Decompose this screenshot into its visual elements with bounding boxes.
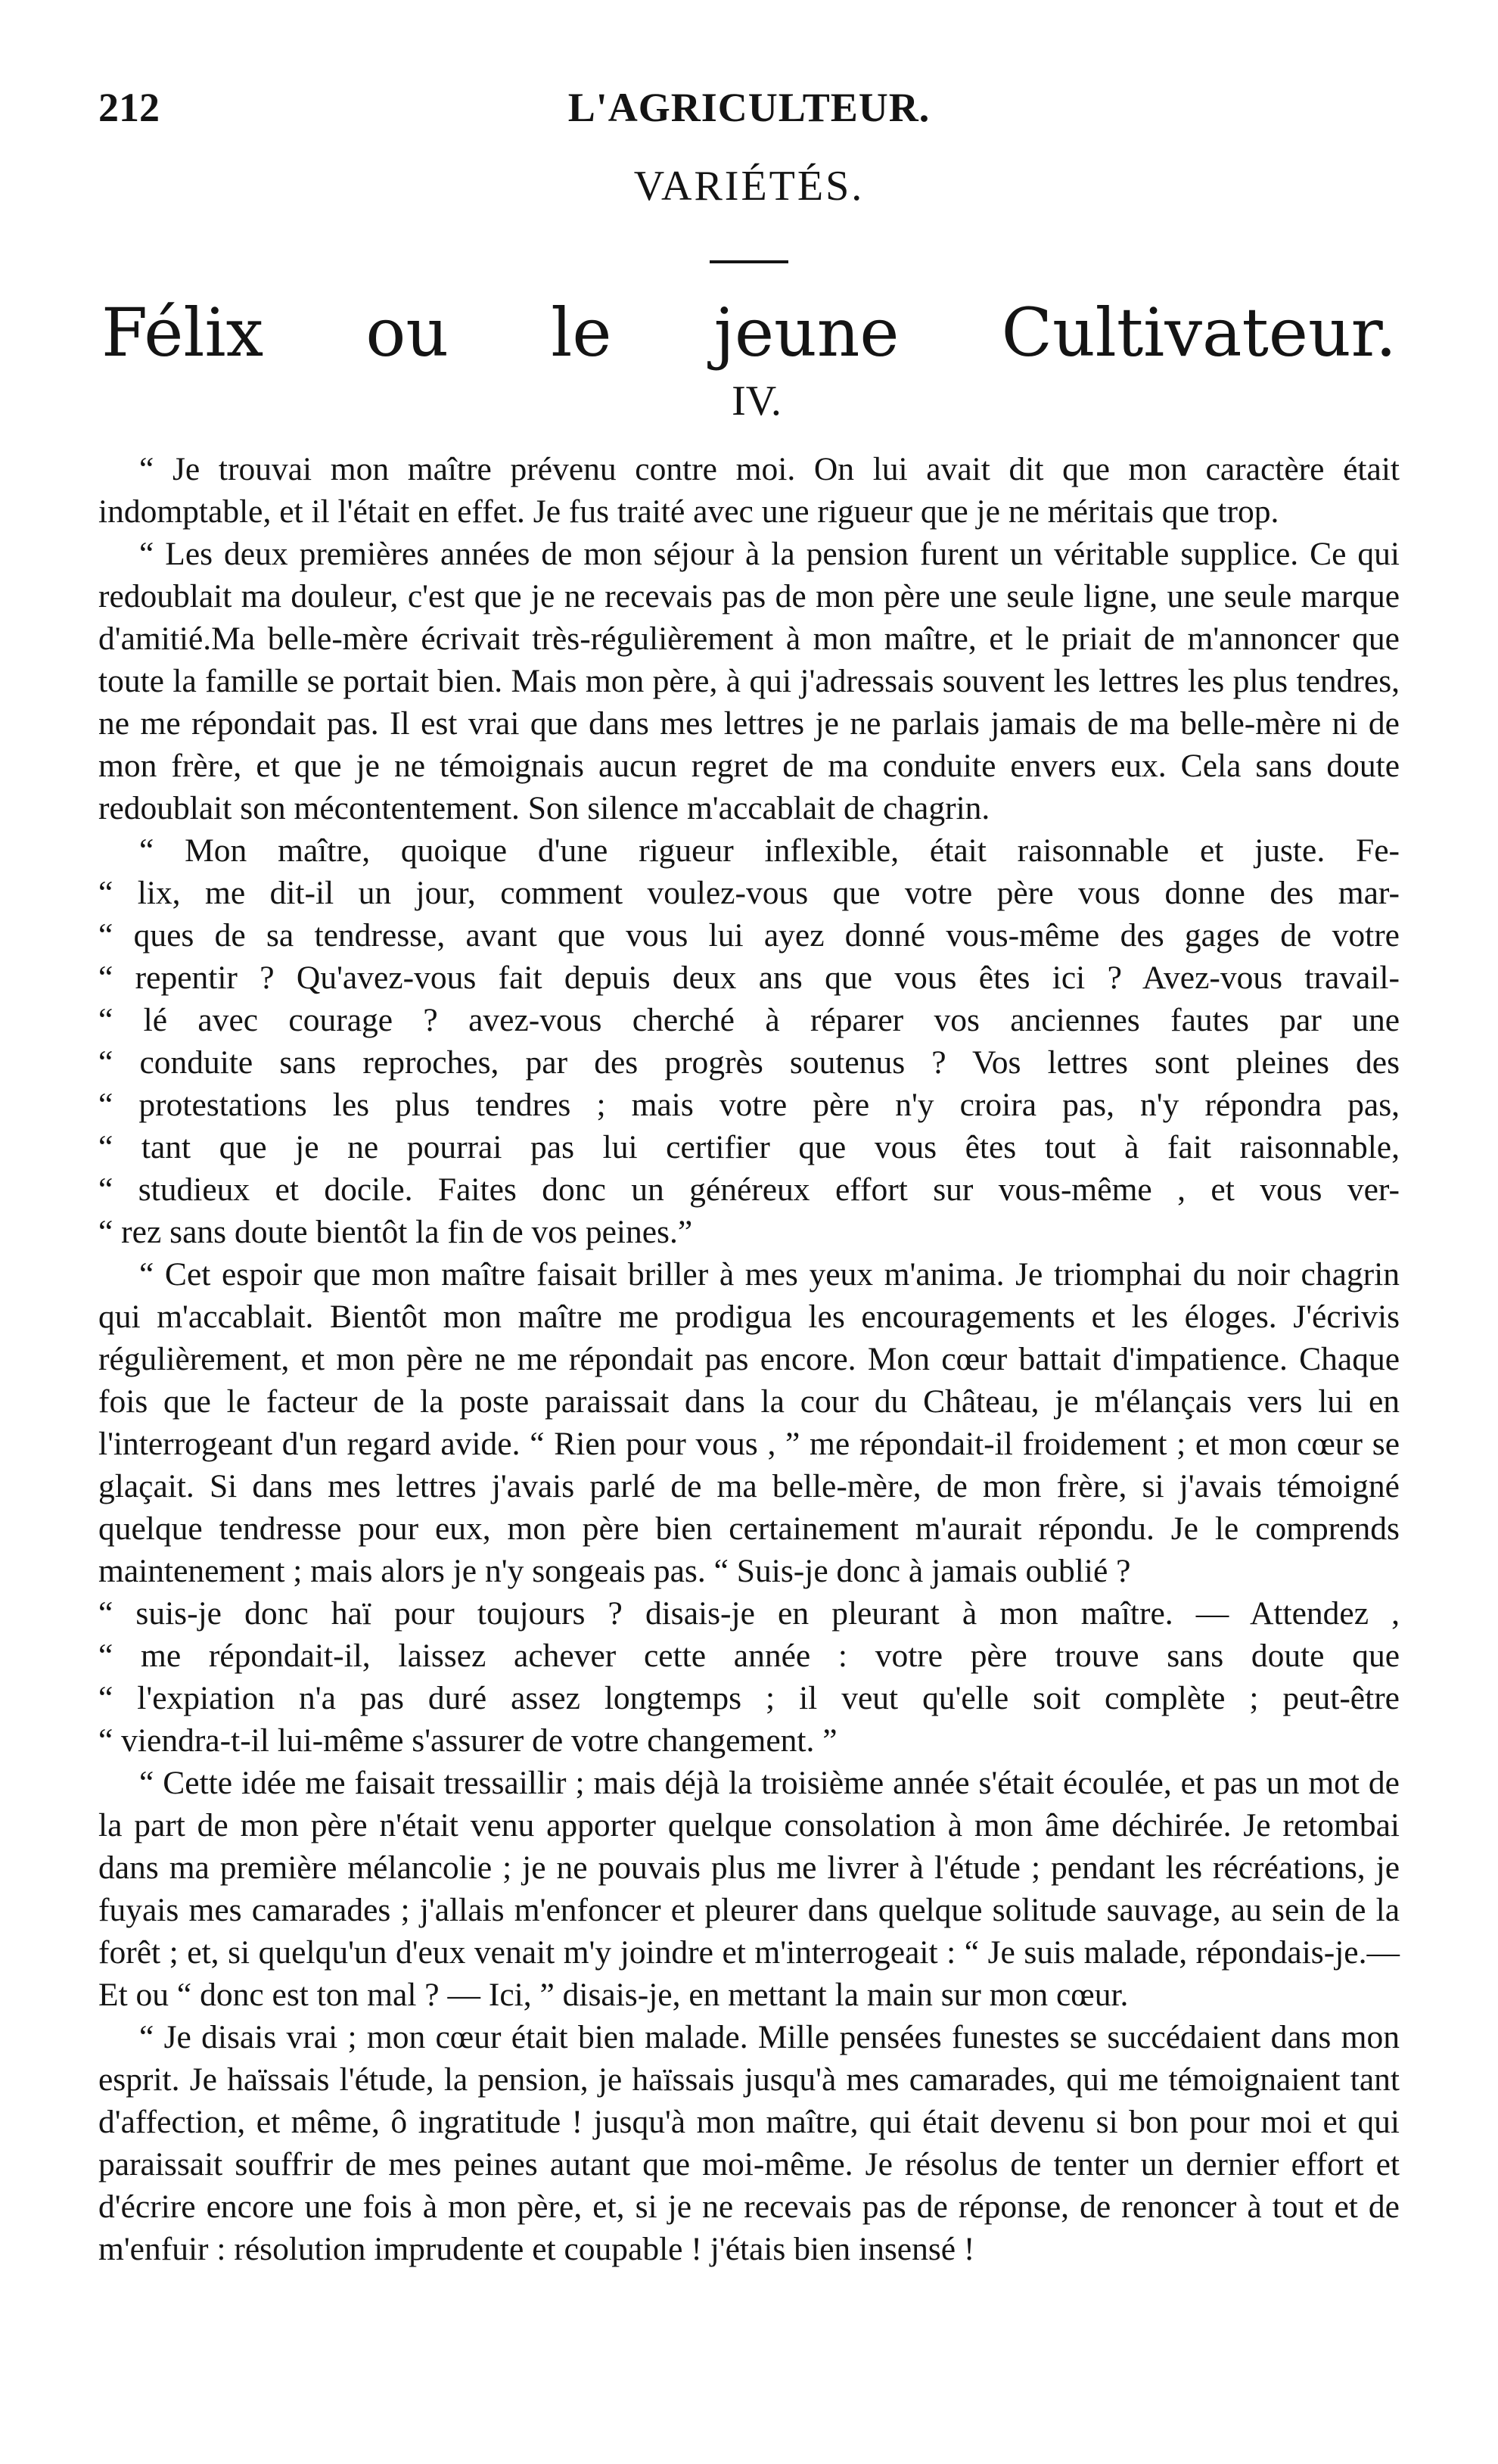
speech-line: “ l'expiation n'a pas duré assez longtemps ; il veut qu'elle soit complète ; peut-être bbox=[98, 1680, 1400, 1716]
page-header bbox=[98, 76, 1400, 139]
title-rule bbox=[710, 260, 788, 263]
running-head: L'AGRICULTEUR. bbox=[567, 85, 931, 130]
speech-line: “ lix, me dit-il un jour, comment voulez-vous que votre père vous donne des mar- bbox=[98, 875, 1400, 911]
speech-line: “ studieux et docile. Faites donc un généreux effort sur vous-même , et vous ver- bbox=[98, 1171, 1400, 1208]
paragraph: “ Cette idée me faisait tressaillir ; mais déjà la troisième année s'était écoulée, et pas un mot de la part de mon père n'était venu apporter quelque consolation à mon âme déchirée. Je retombai dans ma première mélancolie ; je ne pouvais plus me livrer à l'étude ; pendant les récréations, je fuyais mes camarades ; j'allais m'enfoncer et pleurer dans quelque solitude sauvage, au sein de la forêt ; et, si quelqu'un d'eux venait m'y joindre et m'interrogeait : “ Je suis malade, répondais-je.— Et ou “ donc est ton mal ? — Ici, ” disais-je, en mettant la main sur mon cœur. bbox=[98, 1765, 1400, 2013]
paragraph: “ Cet espoir que mon maître faisait briller à mes yeux m'anima. Je triomphai du noir chagrin qui m'accablait. Bientôt mon maître me prodigua les encouragements et les éloges. J'écrivis régulièrement, et mon père ne me répondait pas encore. Mon cœur battait d'impatience. Chaque fois que le facteur de la poste paraissait dans la cour du Château, je m'élançais vers lui en l'interrogeant d'un regard avide. “ Rien pour vous , ” me répondait-il froidement ; et mon cœur se glaçait. Si dans mes lettres j'avais parlé de ma belle-mère, de mon frère, si j'avais témoigné quelque tendresse pour eux, mon père bien certainement m'aurait répondu. Je le comprends maintenement ; mais alors je n'y songeais pas. “ Suis-je donc à jamais oublié ? bbox=[98, 1256, 1400, 1589]
speech-line: “ Mon maître, quoique d'une rigueur inflexible, était raisonnable et juste. Fe- bbox=[139, 832, 1400, 869]
quoted-speech bbox=[98, 829, 1400, 1253]
speech-line: “ suis-je donc haï pour toujours ? disais-je en pleurant à mon maître. — Attendez , bbox=[98, 1595, 1400, 1632]
article-body bbox=[98, 448, 1400, 2270]
paragraph: “ Je trouvai mon maître prévenu contre moi. On lui avait dit que mon caractère était indomptable, et il l'était en effet. Je fus traité avec une rigueur que je ne méritais que trop. bbox=[98, 451, 1400, 530]
paragraph: “ Les deux premières années de mon séjour à la pension furent un véritable supplice. Ce qui redoublait ma douleur, c'est que je ne recevais pas de mon père une seule ligne, une seule marque d'amitié.Ma belle-mère écrivait très-régulièrement à mon maître, et le priait de m'annoncer que toute la famille se portait bien. Mais mon père, à qui j'adressais souvent les lettres les plus tendres, ne me répondait pas. Il est vrai que dans mes lettres je ne parlais jamais de ma belle-mère ni de mon frère, et que je ne témoignais aucun regret de ma conduite envers eux. Cela sans doute redoublait son mécontentement. Son silence m'accablait de chagrin. bbox=[98, 536, 1400, 826]
speech-line: “ rez sans doute bientôt la fin de vos peines.” bbox=[98, 1214, 693, 1250]
article-title: Félix ou le jeune Cultivateur. bbox=[101, 294, 1397, 372]
speech-line: “ ques de sa tendresse, avant que vous lui ayez donné vous-même des gages de votre bbox=[98, 917, 1400, 954]
chapter-number: IV. bbox=[732, 378, 782, 425]
paragraph: “ Je disais vrai ; mon cœur était bien malade. Mille pensées funestes se succédaient dans mon esprit. Je haïssais l'étude, la pension, je haïssais jusqu'à mes camarades, qui me témoignaient tant d'affection, et même, ô ingratitude ! jusqu'à mon maître, qui était devenu si bon pour moi et qui paraissait souffrir de mes peines autant que moi-même. Je résolus de tenter un dernier effort et d'écrire encore une fois à mon père, et, si je ne recevais pas de réponse, de renoncer à tout et de m'enfuir : résolution imprudente et coupable ! j'étais bien insensé ! bbox=[98, 2019, 1400, 2267]
page-number: 212 bbox=[98, 85, 160, 130]
speech-line: “ conduite sans reproches, par des progrès soutenus ? Vos lettres sont pleines des bbox=[98, 1044, 1400, 1081]
speech-line: “ tant que je ne pourrai pas lui certifier que vous êtes tout à fait raisonnable, bbox=[98, 1129, 1400, 1165]
speech-line: “ lé avec courage ? avez-vous cherché à réparer vos anciennes fautes par une bbox=[98, 1002, 1400, 1038]
speech-line: “ protestations les plus tendres ; mais votre père n'y croira pas, n'y répondra pas, bbox=[98, 1087, 1400, 1123]
section-title: VARIÉTÉS. bbox=[633, 163, 865, 210]
page bbox=[98, 76, 1400, 2422]
speech-line: “ repentir ? Qu'avez-vous fait depuis deux ans que vous êtes ici ? Avez-vous travail- bbox=[98, 960, 1400, 996]
speech-line: “ viendra-t-il lui-même s'assurer de votre changement. ” bbox=[98, 1722, 838, 1759]
speech-line: “ me répondait-il, laissez achever cette année : votre père trouve sans doute que bbox=[98, 1638, 1400, 1674]
quoted-speech bbox=[98, 1592, 1400, 1762]
